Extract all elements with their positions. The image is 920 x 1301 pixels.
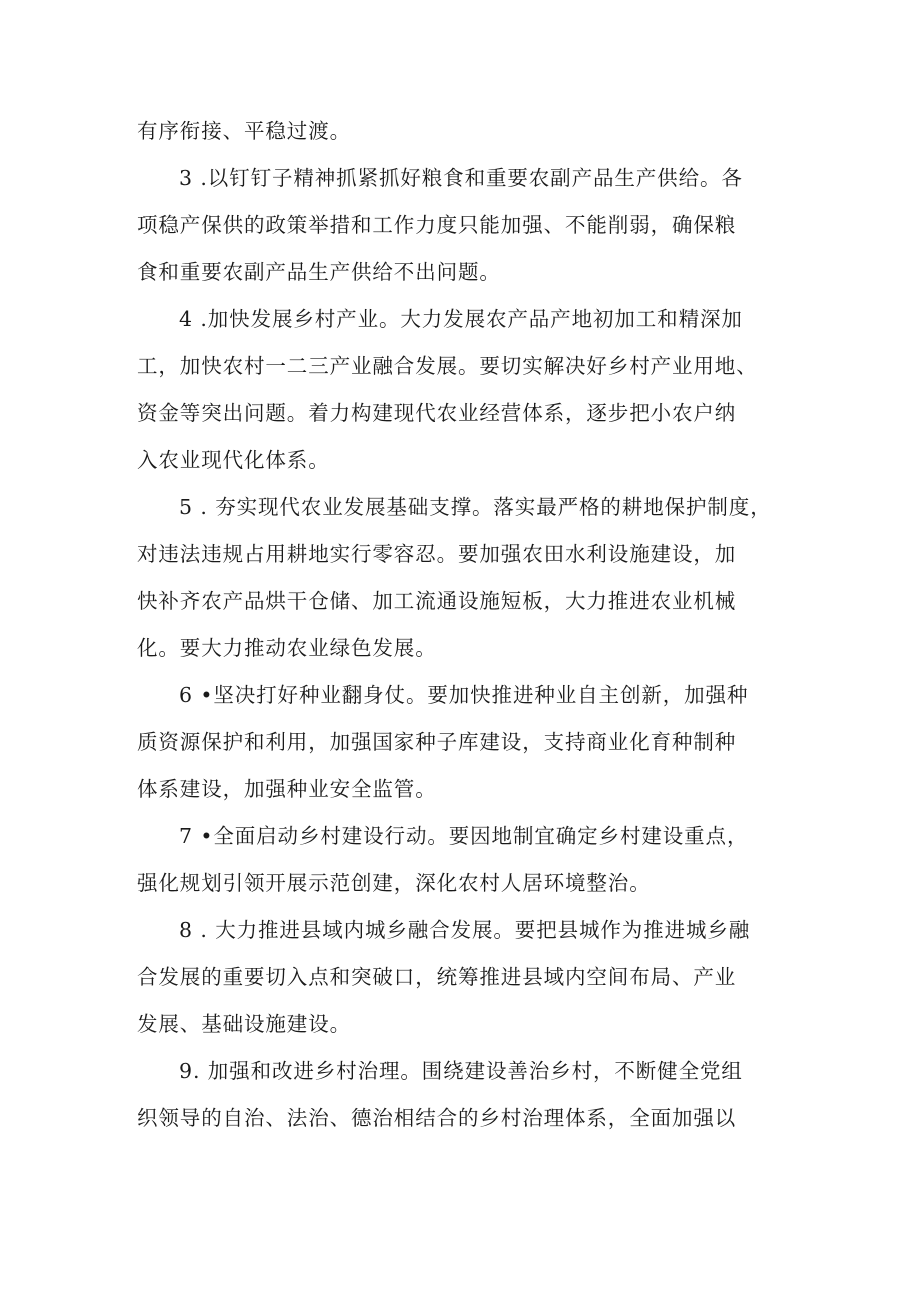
text-line: 有序衔接、平稳过渡。 bbox=[137, 119, 351, 143]
text-line: 发展、基础设施建设。 bbox=[137, 1012, 351, 1036]
paragraph-continuation bbox=[137, 108, 797, 155]
paragraph-item-5 bbox=[137, 484, 797, 672]
text-line: 对违法违规占用耕地实行零容忍。要加强农田水利设施建设，加 bbox=[137, 542, 737, 566]
text-line: 6 •坚决打好种业翻身仗。要加快推进种业自主创新，加强种 bbox=[179, 683, 749, 707]
text-line: 入农业现代化体系。 bbox=[137, 448, 330, 472]
text-line: 工，加快农村一二三产业融合发展。要切实解决好乡村产业用地、 bbox=[137, 354, 758, 378]
text-line: 合发展的重要切入点和突破口，统筹推进县域内空间布局、产业 bbox=[137, 965, 737, 989]
text-line: 快补齐农产品烘干仓储、加工流通设施短板，大力推进农业机械 bbox=[137, 589, 737, 613]
text-line: 织领导的自治、法治、德治相结合的乡村治理体系，全面加强以 bbox=[137, 1106, 737, 1130]
paragraph-item-7 bbox=[137, 813, 797, 907]
text-line: 资金等突出问题。着力构建现代农业经营体系，逐步把小农户纳 bbox=[137, 401, 737, 425]
paragraph-item-4 bbox=[137, 296, 797, 484]
text-line: 3 .以钉钉子精神抓紧抓好粮食和重要农副产品生产供给。各 bbox=[179, 166, 743, 190]
text-line: 体系建设，加强种业安全监管。 bbox=[137, 777, 437, 801]
text-line: 7 •全面启动乡村建设行动。要因地制宜确定乡村建设重点， bbox=[179, 824, 749, 848]
text-line: 5 . 夯实现代农业发展基础支撑。落实最严格的耕地保护制度， bbox=[179, 495, 772, 519]
text-line: 强化规划引领开展示范创建，深化农村人居环境整治。 bbox=[137, 871, 651, 895]
text-line: 9. 加强和改进乡村治理。围绕建设善治乡村，不断健全党组 bbox=[179, 1059, 743, 1083]
document-body bbox=[137, 108, 797, 1142]
text-line: 项稳产保供的政策举措和工作力度只能加强、不能削弱，确保粮 bbox=[137, 213, 737, 237]
paragraph-item-8 bbox=[137, 907, 797, 1048]
text-line: 8 . 大力推进县域内城乡融合发展。要把县城作为推进城乡融 bbox=[179, 918, 751, 942]
paragraph-item-9 bbox=[137, 1048, 797, 1142]
text-line: 4 .加快发展乡村产业。大力发展农产品产地初加工和精深加 bbox=[179, 307, 743, 331]
paragraph-item-6 bbox=[137, 672, 797, 813]
text-line: 质资源保护和利用，加强国家种子库建设，支持商业化育种制种 bbox=[137, 730, 737, 754]
text-line: 化。要大力推动农业绿色发展。 bbox=[137, 636, 437, 660]
text-line: 食和重要农副产品生产供给不出问题。 bbox=[137, 260, 501, 284]
paragraph-item-3 bbox=[137, 155, 797, 296]
